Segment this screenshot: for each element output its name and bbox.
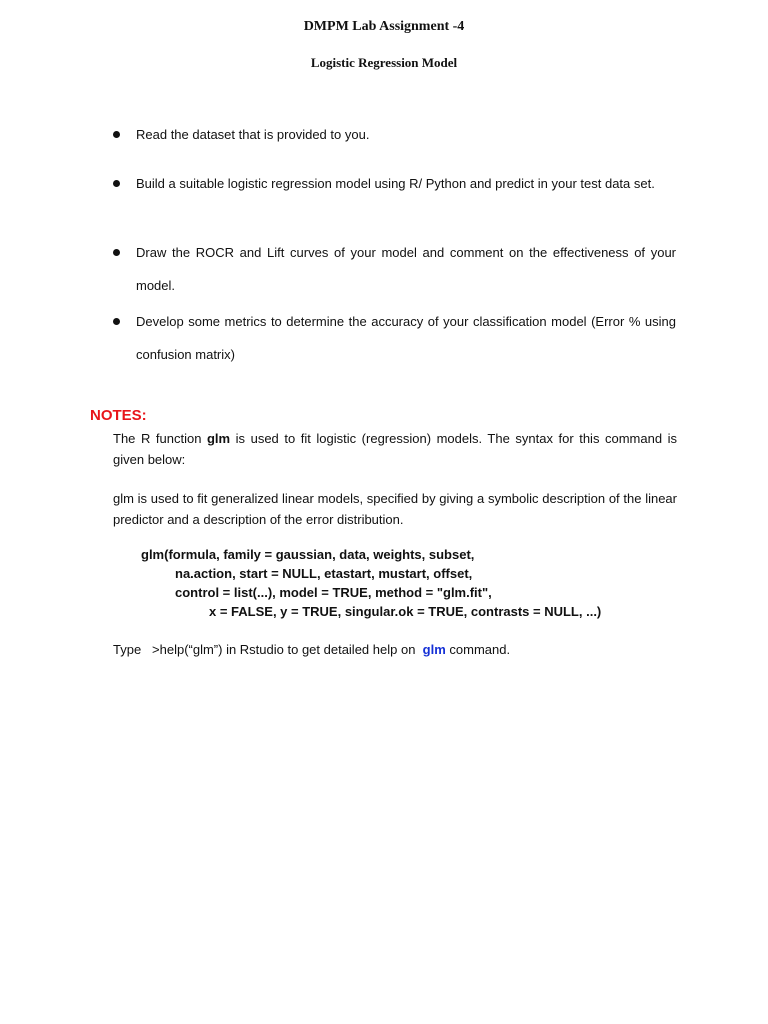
bullet-dot	[113, 131, 120, 138]
document-title: DMPM Lab Assignment -4	[303, 19, 465, 34]
text-span: command.	[445, 642, 511, 657]
notes-paragraph-glm-description: glm is used to fit generalized linear models, specified by giving a symbolic description of the linear predictor and a description of the error distribution.	[113, 491, 677, 527]
bullet-item: Build a suitable logistic regression model using R/ Python and predict in your test data set.	[136, 176, 655, 191]
bullet-item: Draw the ROCR and Lift curves of your model and comment on the effectiveness of your model.	[136, 245, 676, 293]
bullet-dot	[113, 318, 120, 325]
document-subtitle: Logistic Regression Model	[310, 55, 458, 70]
bullet-item: Develop some metrics to determine the accuracy of your classification model (Error % using confusion matrix)	[136, 314, 676, 362]
notes-paragraph-glm-intro	[113, 428, 677, 470]
bullet-item: Read the dataset that is provided to you.	[136, 127, 370, 142]
code-line: na.action, start = NULL, etastart, mustart, offset,	[175, 566, 473, 581]
code-line: x = FALSE, y = TRUE, singular.ok = TRUE, contrasts = NULL, ...)	[209, 604, 602, 619]
text-span: is used to fit logistic (regression) models. The syntax for this command is given below:	[113, 431, 678, 467]
code-line: glm(formula, family = gaussian, data, weights, subset,	[141, 547, 475, 562]
text-span: The R function	[113, 431, 207, 446]
bullet-dot	[113, 249, 120, 256]
glm-keyword: glm	[206, 431, 231, 446]
code-line: control = list(...), model = TRUE, method = "glm.fit",	[175, 585, 492, 600]
text-span: Type >help(“glm”) in Rstudio to get detailed help on	[113, 642, 423, 657]
bullet-dot	[113, 180, 120, 187]
help-instruction	[113, 639, 677, 660]
glm-highlight: glm	[422, 642, 446, 657]
notes-heading: NOTES:	[90, 407, 147, 424]
